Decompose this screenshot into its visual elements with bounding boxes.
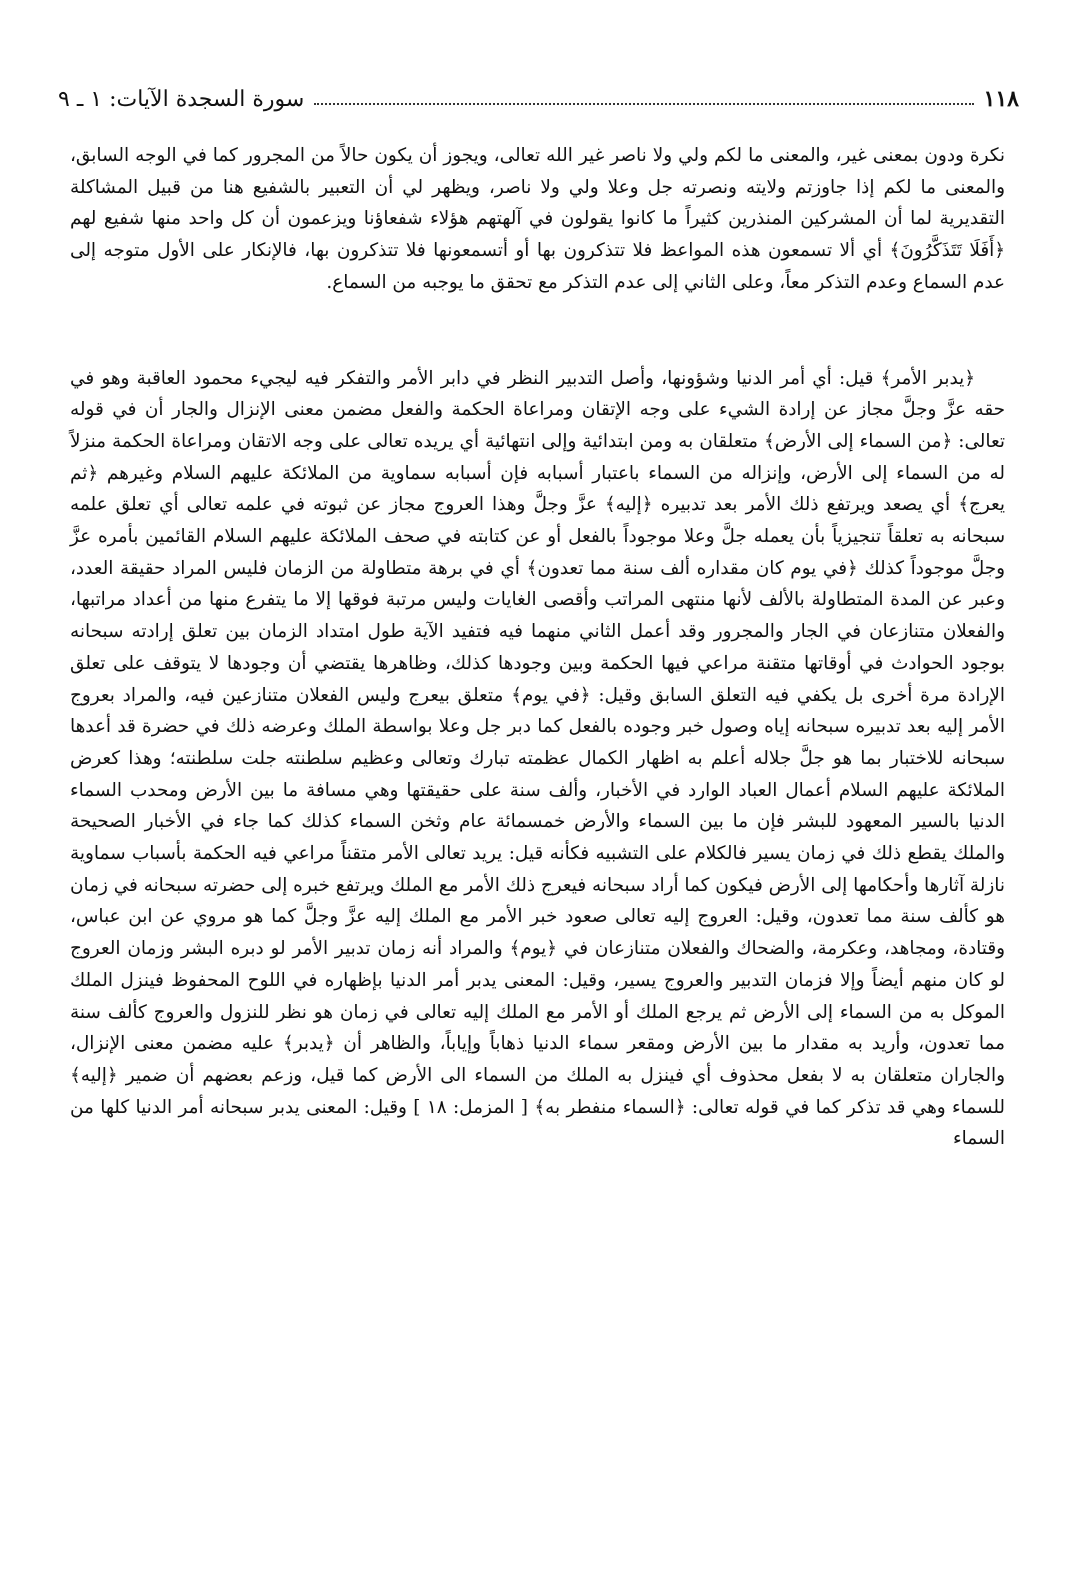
page-number: ١١٨ (983, 86, 1019, 112)
dotted-leader (314, 103, 973, 105)
paragraph: ﴿يدبر الأمر﴾ قيل: أي أمر الدنيا وشؤونها، وأصل التدبير النظر في دابر الأمر والتفكر فيه ليجيء محمود العاقبة وهو في حقه عزَّ وجلَّ مجاز عن إرادة الشيء على وجه الإتقان ومراعاة الحكمة والفعل مضمن معنى الإنزال والجار أن في قوله تعالى: ﴿من السماء إلى الأرض﴾ متعلقان به ومن ابتدائية وإلى انتهائية أي يريده تعالى على وجه الاتقان ومراعاة الحكمة منزلاً له من السماء إلى الأرض، وإنزاله من السماء باعتبار أسبابه فإن أسبابه سماوية من الملائكة عليهم السلام وغيرهم ﴿ثم يعرج﴾ أي يصعد ويرتفع ذلك الأمر بعد تدبيره ﴿إليه﴾ عزَّ وجلَّ وهذا العروج مجاز عن ثبوته في علمه تعالى أي تعلق علمه سبحانه به تعلقاً تنجيزياً بأن يعمله جلَّ وعلا موجوداً بالفعل أو عن كتابته في صحف الملائكة عليهم السلام القائمين بأمره عزَّ وجلَّ موجوداً كذلك ﴿في يوم كان مقداره ألف سنة مما تعدون﴾ أي في برهة متطاولة من الزمان فليس المراد حقيقة العدد، وعبر عن المدة المتطاولة بالألف لأنها منتهى المراتب وأقصى الغايات وليس مرتبة فوقها إلا ما يتفرع منها من أعداد مراتبها، والفعلان متنازعان في الجار والمجرور وقد أعمل الثاني منهما فيه فتفيد الآية طول امتداد الزمان بين تعلق إرادته سبحانه بوجود الحوادث في أوقاتها متقنة مراعي فيها الحكمة وبين وجودها كذلك، وظاهرها يقتضي أن وجودها لا يتوقف على تعلق الإرادة مرة أخرى بل يكفي فيه التعلق السابق وقيل: ﴿في يوم﴾ متعلق بيعرج وليس الفعلان متنازعين فيه، والمراد بعروج الأمر إليه بعد تدبيره سبحانه إياه وصول خبر وجوده بالفعل كما دبر جل وعلا بواسطة الملك وعرضه ذلك في حضرة قد أعدها سبحانه للاختبار بما هو جلَّ جلاله أعلم به اظهار الكمال عظمته تبارك وتعالى وعظيم سلطنته جلت سلطنته؛ وهذا كعرض الملائكة عليهم السلام أعمال العباد الوارد في الأخبار، وألف سنة على حقيقتها وهي مسافة ما بين الأرض ومحدب السماء الدنيا بالسير المعهود للبشر فإن ما بين السماء والأرض خمسمائة عام وثخن السماء كذلك كما جاء في الأخبار الصحيحة والملك يقطع ذلك في زمان يسير فالكلام على التشبيه فكأنه قيل: يريد تعالى الأمر متقناً مراعي فيه الحكمة بأسباب سماوية نازلة آثارها وأحكامها إلى الأرض فيكون كما أراد سبحانه فيعرج ذلك الأمر مع الملك ويرتفع خبره إلى حضرته سبحانه في زمان هو كألف سنة مما تعدون، وقيل: العروج إليه تعالى صعود خبر الأمر مع الملك إليه عزَّ وجلَّ كما هو مروي عن ابن عباس، وقتادة، ومجاهد، وعكرمة، والضحاك والفعلان متنازعان في ﴿يوم﴾ والمراد أنه زمان تدبير الأمر لو دبره البشر وزمان العروج لو كان منهم أيضاً وإلا فزمان التدبير والعروج يسير، وقيل: المعنى يدبر أمر الدنيا بإظهاره في اللوح المحفوظ فينزل الملك الموكل به من السماء إلى الأرض ثم يرجع الملك أو الأمر مع الملك إليه تعالى في زمان هو نظر للنزول والعروج كألف سنة مما تعدون، وأريد به مقدار ما بين الأرض ومقعر سماء الدنيا ذهاباً وإياباً، والظاهر أن ﴿يدبر﴾ عليه مضمن معنى الإنزال، والجاران متعلقان به لا بفعل محذوف أي فينزل به الملك من السماء الى الأرض كما قيل، وزعم بعضهم أن ضمير ﴿إليه﴾ للسماء وهي قد تذكر كما في قوله تعالى: ﴿السماء منفطر به﴾ [ المزمل: ١٨ ] وقيل: المعنى يدبر سبحانه أمر الدنيا كلها من السماء (70, 367, 1006, 1150)
running-title: سورة السجدة الآيات: ١ ـ ٩ (58, 86, 305, 112)
paragraph: نكرة ودون بمعنى غير، والمعنى ما لكم ولي ولا ناصر غير الله تعالى، ويجوز أن يكون حالاً من المجرور كما في الوجه السابق، والمعنى ما لكم إذا جاوزتم ولايته ونصرته جل وعلا ولي ولا ناصر، ويظهر لي أن التعبير بالشفيع هنا من قبيل المشاكلة التقديرية لما أن المشركين المنذرين كثيراً ما كانوا يقولون في آلهتهم هؤلاء شفعاؤنا ويزعمون أن كل واحد منها شفيع لهم ﴿أَفَلَا تَتَذَكَّرُونَ﴾ أي ألا تسمعون هذه المواعظ فلا تتذكرون بها أو أتسمعونها فلا تتذكرون بها، فالإنكار على الأول متوجه إلى عدم السماع وعدم التذكر معاً، وعلى الثاني إلى عدم التذكر مع تحقق ما يوجبه من السماع. (70, 145, 1005, 293)
page-header (58, 82, 1019, 116)
body-text (70, 140, 1005, 1155)
